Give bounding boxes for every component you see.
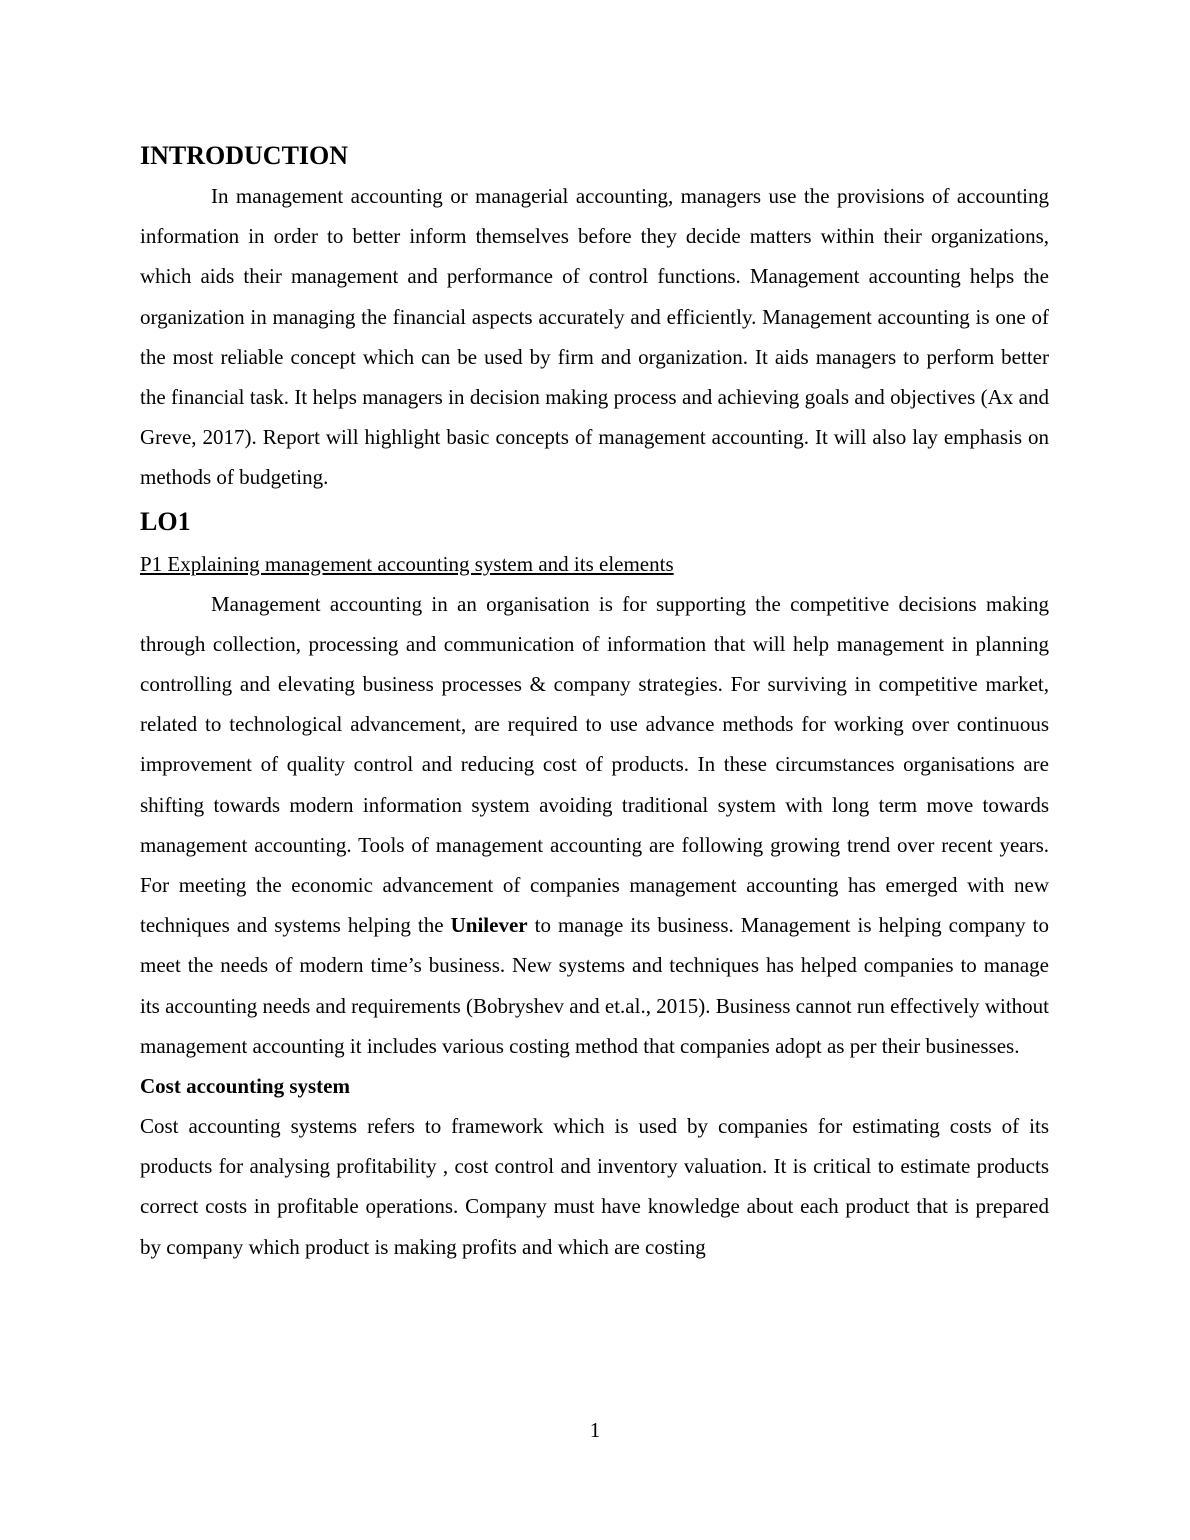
- introduction-paragraph: In management accounting or managerial accounting, managers use the provisions of accounting information in order to better inform themselves before they decide matters within their organizations, which aids their management and performance of control functions. Management accounting helps the organization in managing the financial aspects accurately and efficiently. Management accounting is one of the most reliable concept which can be used by firm and organization. It aids managers to perform better the financial task. It helps managers in decision making process and achieving goals and objectives (Ax and Greve, 2017). Report will highlight basic concepts of management accounting. It will also lay emphasis on methods of budgeting.: [140, 184, 1049, 490]
- cost-accounting-heading: Cost accounting system: [140, 1074, 350, 1099]
- lo1-heading: LO1: [140, 506, 191, 536]
- introduction-heading: INTRODUCTION: [140, 141, 349, 170]
- page-number: 1: [589, 1418, 601, 1442]
- document-page: [140, 136, 1049, 1267]
- p1-subheading: P1 Explaining management accounting system and its elements: [140, 551, 674, 576]
- paragraph-text-before: Management accounting in an organisation is for supporting the competitive decisions making through collection, processing and communication of information that will help management in planning controlling and elevating business processes & company strategies. For surviving in competitive market, related to technological advancement, are required to use advance methods for working over continuous improvement of quality control and reducing cost of products. In these circumstances organisations are shifting towards modern information system avoiding traditional system with long term move towards management accounting. Tools of management accounting are following growing trend over recent years. For meeting the economic advancement of companies management accounting has emerged with new techniques and systems helping the: [140, 591, 1049, 938]
- management-accounting-paragraph: [140, 584, 1049, 1066]
- paragraph-text-after: to manage its business. Management is helping company to meet the needs of modern time’s business. New systems and techniques has helped companies to manage its accounting needs and requirements (Bobryshev and et.al., 2015). Business cannot run effectively without management accounting it includes various costing method that companies adopt as per their businesses.: [140, 913, 1050, 1058]
- company-name-bold: Unilever: [450, 913, 528, 938]
- cost-accounting-paragraph: Cost accounting systems refers to framework which is used by companies for estimating costs of its products for analysing profitability , cost control and inventory valuation. It is critical to estimate products correct costs in profitable operations. Company must have knowledge about each product that is prepared by company which product is making profits and which are costing: [140, 1114, 1049, 1259]
